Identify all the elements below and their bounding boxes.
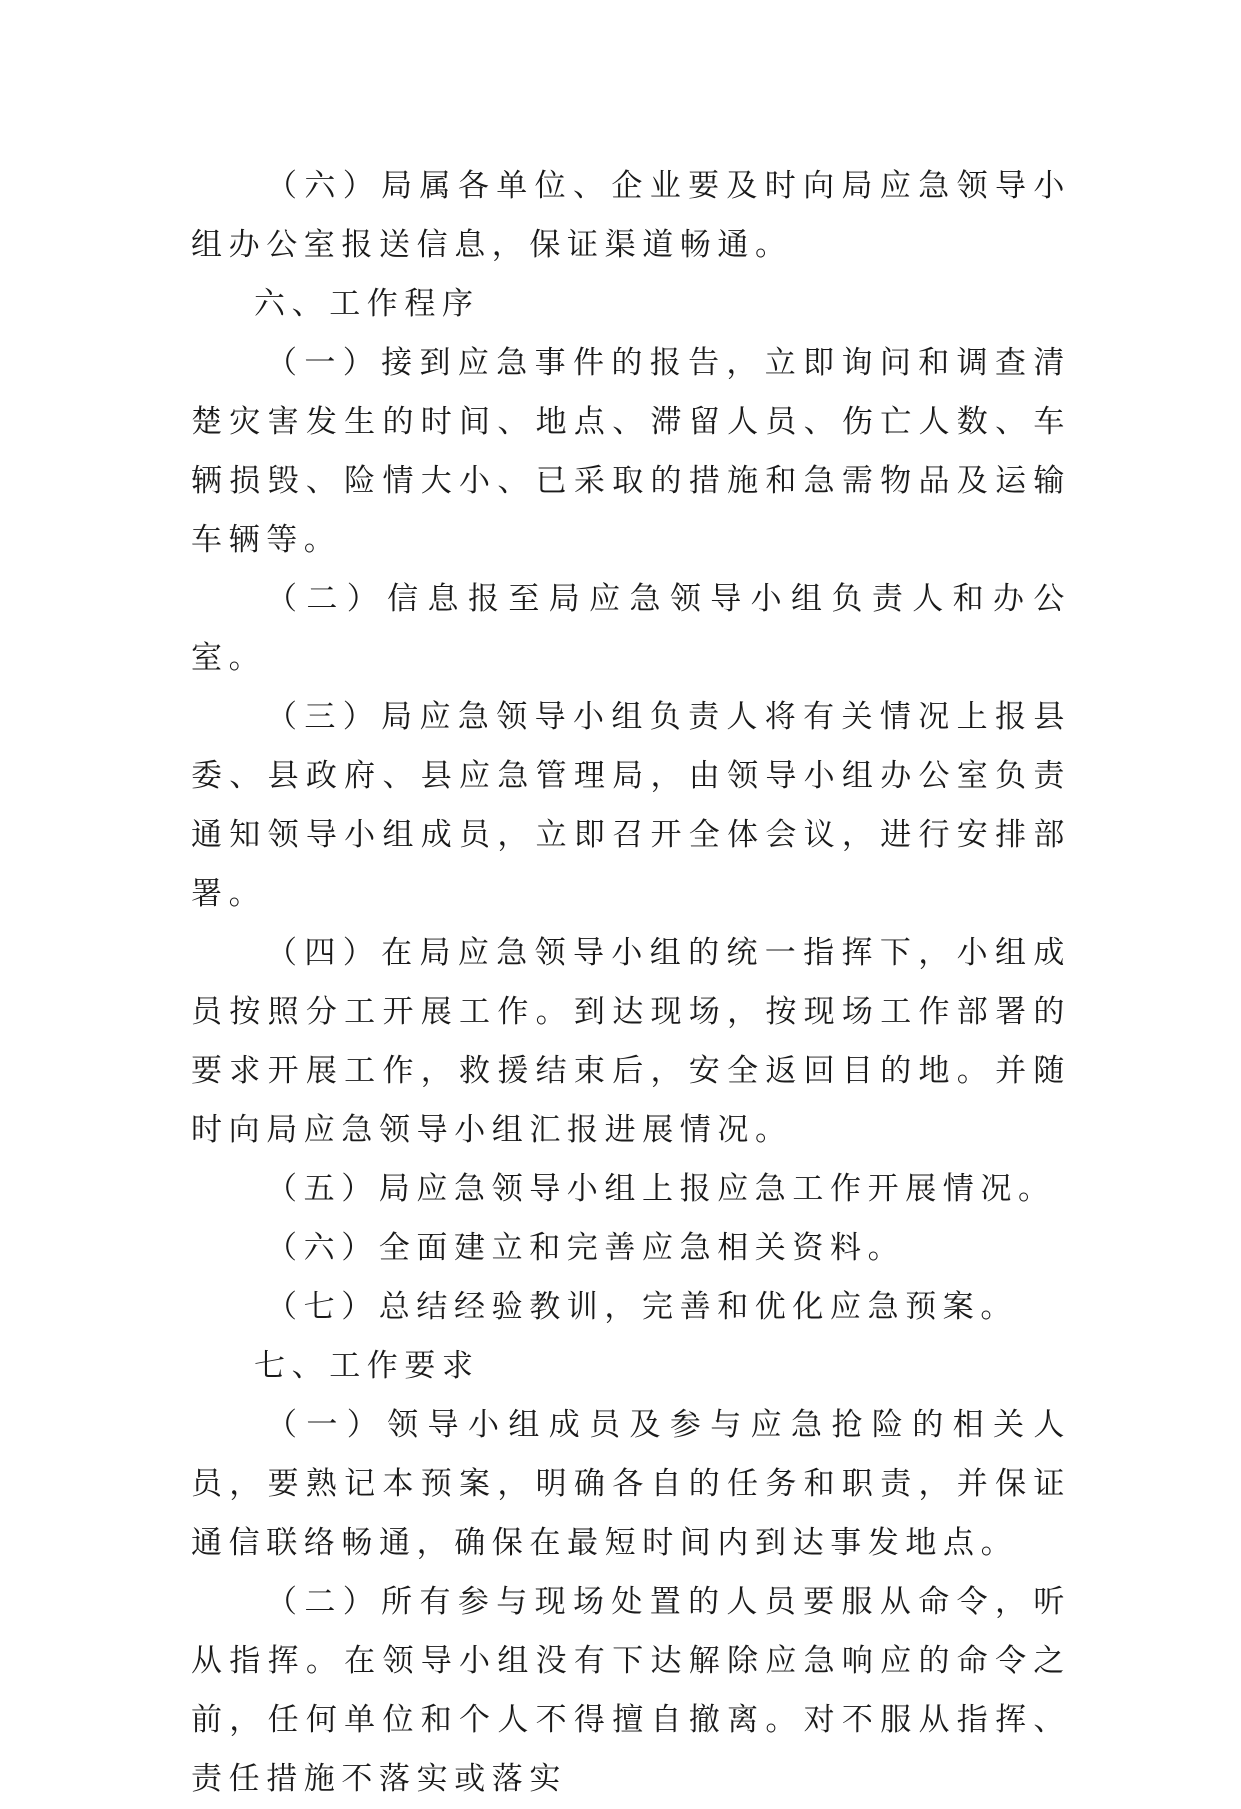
paragraph-procedure-4: （四）在局应急领导小组的统一指挥下，小组成员按照分工开展工作。到达现场，按现场工作部署的要求开展工作，救援结束后，安全返回目的地。并随时向局应急领导小组汇报进展情况。 — [191, 935, 1071, 1148]
paragraph-requirement-1: （一）领导小组成员及参与应急抢险的相关人员，要熟记本预案，明确各自的任务和职责，并保证通信联络畅通，确保在最短时间内到达事发地点。 — [191, 1407, 1071, 1561]
paragraph-procedure-6: （六）全面建立和完善应急相关资料。 — [266, 1230, 906, 1266]
section-heading-work-requirements: 七、工作要求 — [254, 1348, 480, 1384]
paragraph-procedure-7: （七）总结经验教训，完善和优化应急预案。 — [266, 1289, 1018, 1325]
paragraph-unit-info-report: （六）局属各单位、企业要及时向局应急领导小组办公室报送信息，保证渠道畅通。 — [191, 168, 1071, 263]
paragraph-procedure-1: （一）接到应急事件的报告，立即询问和调查清楚灾害发生的时间、地点、滞留人员、伤亡人数、车辆损毁、险情大小、已采取的措施和急需物品及运输车辆等。 — [191, 345, 1071, 558]
document-body — [191, 157, 1071, 1809]
section-heading-work-procedure: 六、工作程序 — [254, 286, 480, 322]
paragraph-procedure-5: （五）局应急领导小组上报应急工作开展情况。 — [266, 1171, 1056, 1207]
paragraph-requirement-2: （二）所有参与现场处置的人员要服从命令，听从指挥。在领导小组没有下达解除应急响应的命令之前，任何单位和个人不得擅自撤离。对不服从指挥、责任措施不落实或落实 — [191, 1584, 1071, 1797]
paragraph-procedure-2: （二）信息报至局应急领导小组负责人和办公室。 — [191, 581, 1071, 676]
paragraph-procedure-3: （三）局应急领导小组负责人将有关情况上报县委、县政府、县应急管理局，由领导小组办公室负责通知领导小组成员，立即召开全体会议，进行安排部署。 — [191, 699, 1071, 912]
